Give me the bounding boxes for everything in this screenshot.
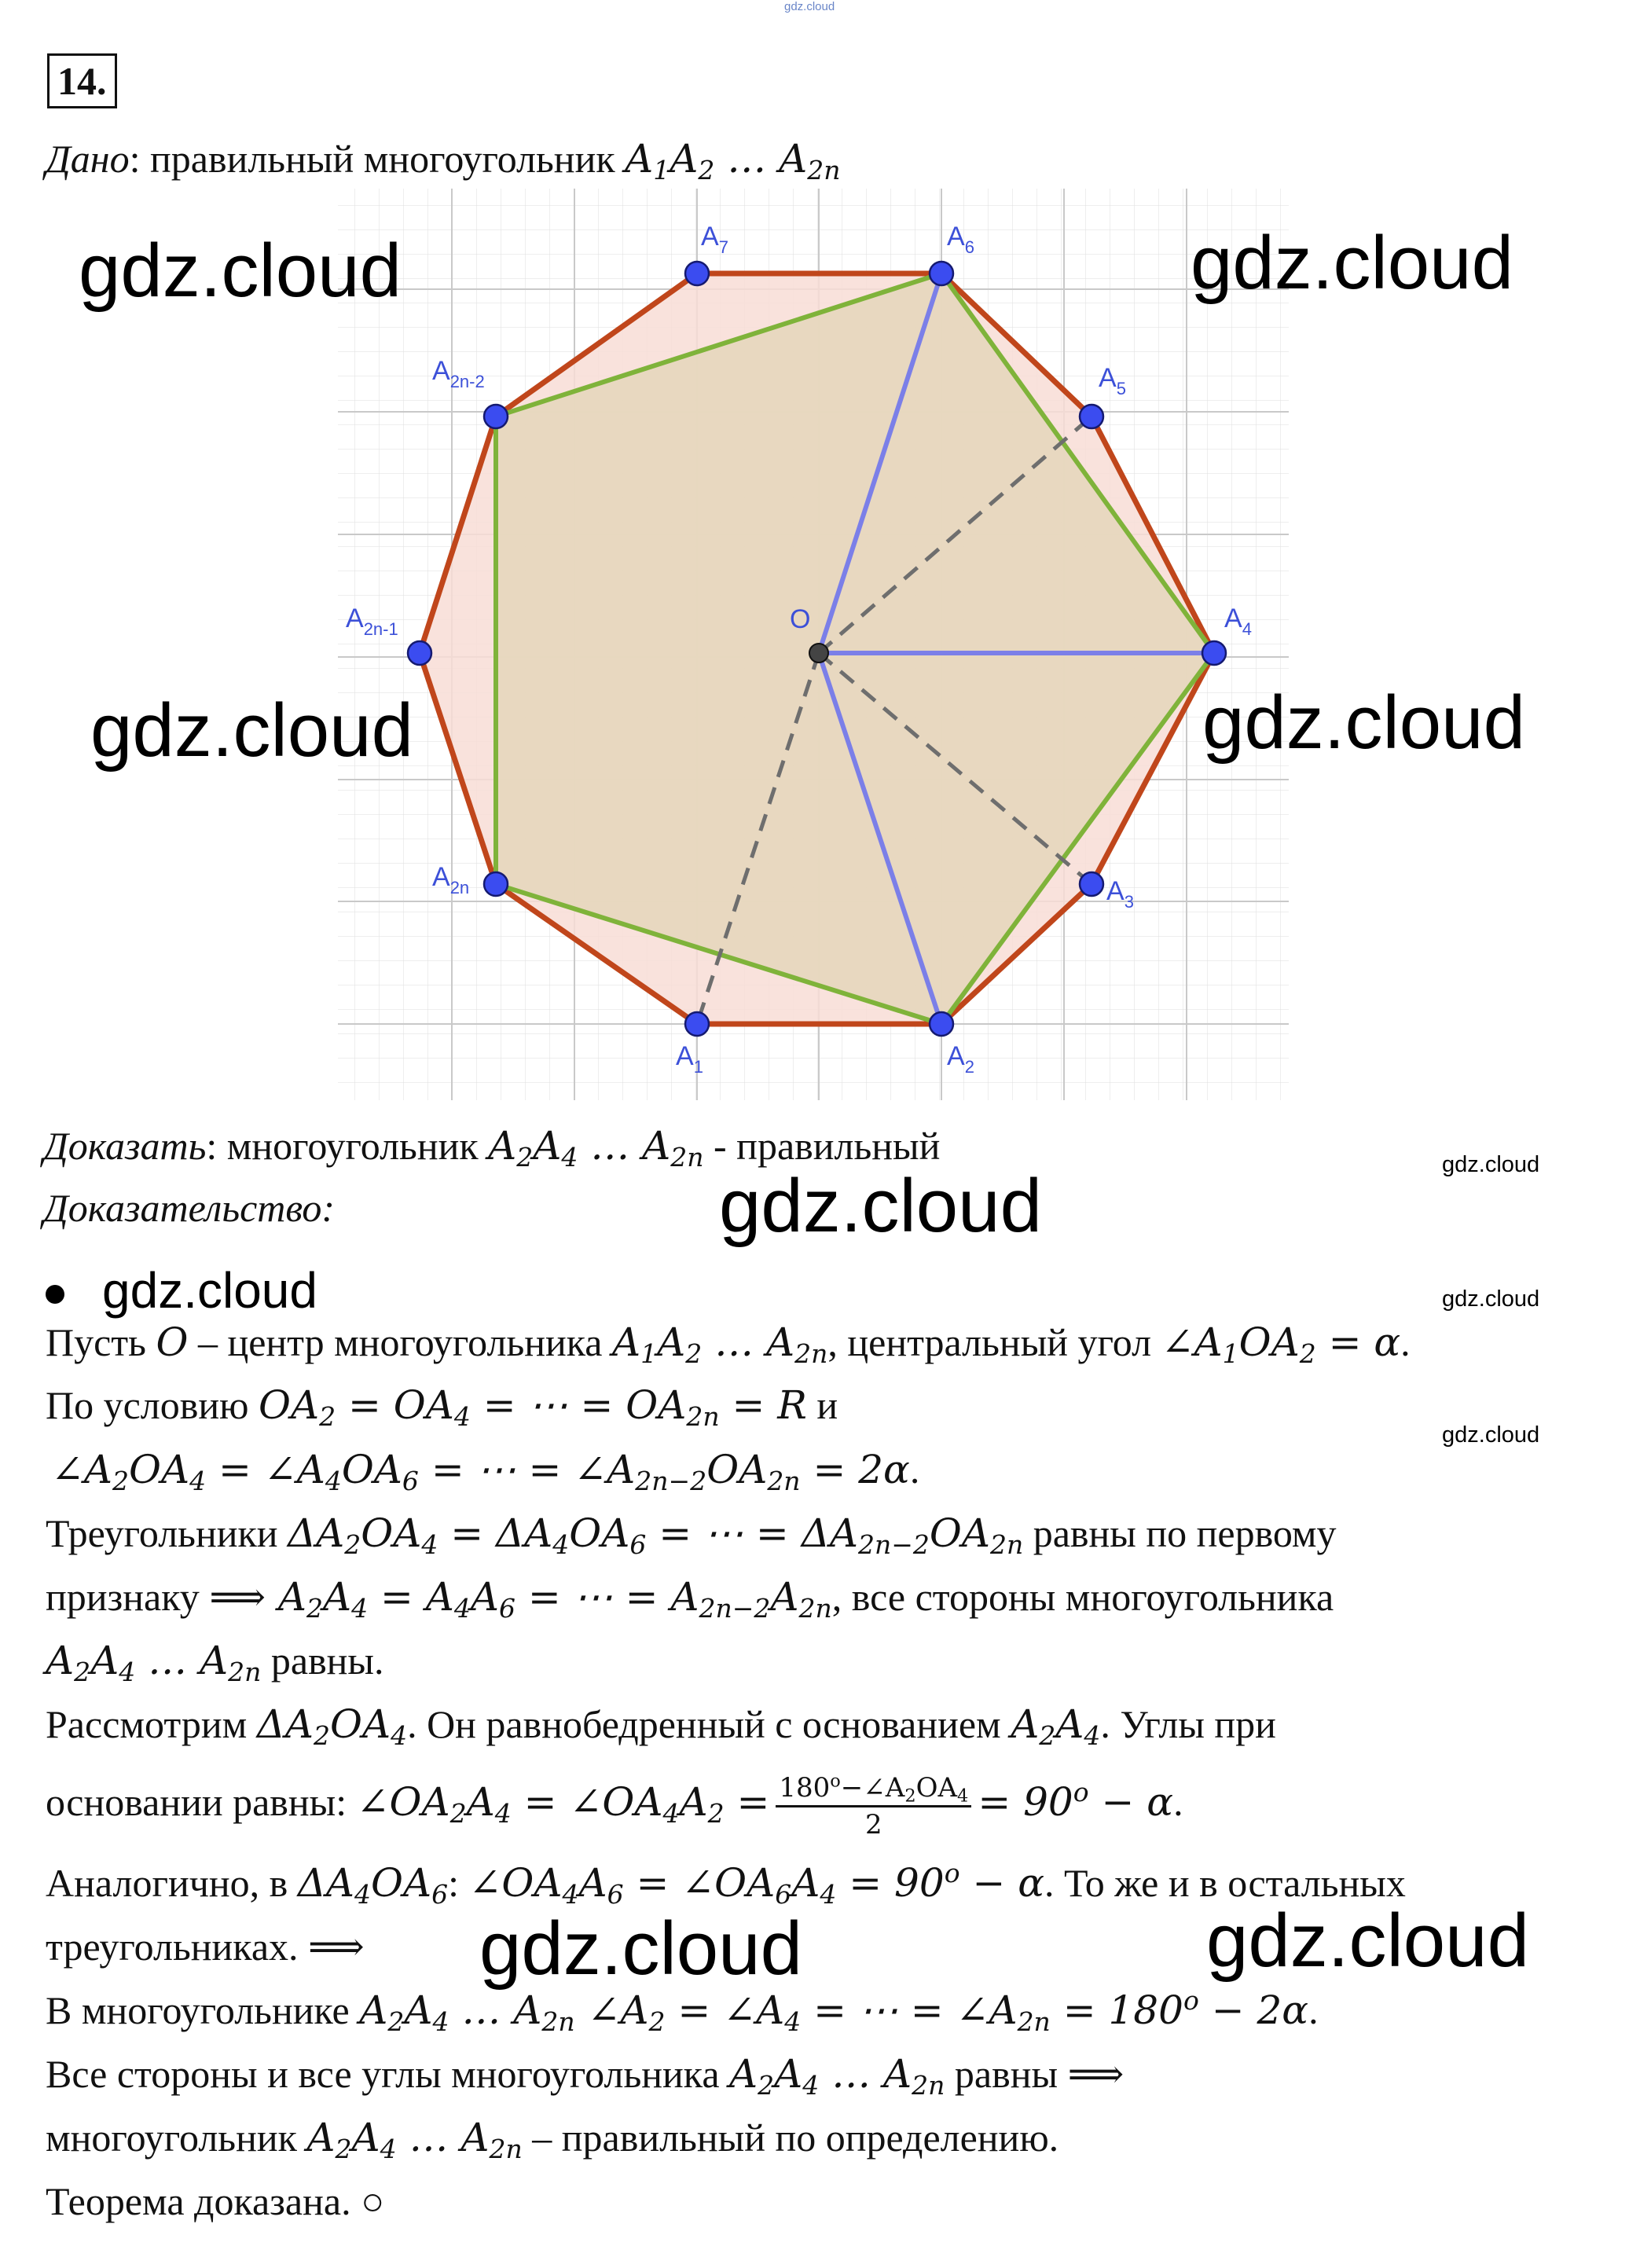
watermark-small: gdz.cloud (1442, 1286, 1540, 1312)
proof-line-3: $\angle A_2OA_4$ = $\angle A_4OA_6$ = ⋯ = $\angle A_{2n-2}OA_{2n} = 2\alpha$. (51, 1447, 920, 1497)
watermark: gdz.cloud (1206, 1899, 1529, 1983)
label-a5: A (1099, 363, 1117, 393)
fraction: $\frac{180^o-\angle A_2OA_4}{2}$ (776, 1771, 971, 1842)
label-center: O (790, 604, 811, 634)
given-text: : правильный многоугольник (129, 137, 626, 181)
prove-line: Доказать: многоугольник $A_2A_4$ … $A_{2n}$ - правильный (43, 1123, 941, 1173)
prove-text: : многоугольник (206, 1124, 489, 1168)
prove-label: Доказать (43, 1124, 207, 1168)
svg-text:A5: $A_5$ (1099, 363, 1126, 398)
given-line (46, 135, 841, 186)
watermark: gdz.cloud (79, 229, 402, 313)
svg-text:A2n-2: $A_{2n-2}$ (432, 356, 485, 391)
svg-text:A1: $A_1$ (676, 1041, 703, 1077)
label-a6: A (947, 222, 965, 251)
polygon-figure (330, 181, 1297, 1116)
proof-line-10: треугольниках. ⟹ (46, 1924, 365, 1969)
proof-line-13: многоугольник $A_2A_4$ … $A_{2n}$ – правильный по определению. (46, 2115, 1059, 2165)
proof-line-14: Теорема доказана. ○ (46, 2179, 385, 2223)
label-a4: A (1224, 604, 1242, 633)
proof-line-7: Рассмотрим $\Delta A_2OA_4$. Он равнобедренный с основанием $A_2A_4$. Углы при (46, 1701, 1276, 1752)
proof-label: Доказательство: (43, 1186, 336, 1230)
label-a3: A (1106, 876, 1125, 906)
label-a2n: A (432, 862, 450, 892)
svg-text:A4: $A_4$ (1224, 604, 1252, 639)
proof-line-4: Треугольники $\Delta A_2OA_4 = \Delta A_4OA_6$ = ⋯ = $\Delta A_{2n-2}OA_{2n}$ равны по первому (46, 1510, 1337, 1561)
proof-line-5: признаку ⟹ $A_2A_4 = A_4A_6$ = ⋯ = $A_{2n-2}A_{2n}$, все стороны многоугольника (46, 1574, 1334, 1624)
watermark: gdz.cloud (1191, 221, 1513, 305)
watermark: gdz.cloud (719, 1164, 1042, 1248)
svg-text:A6: $A_6$ (947, 222, 974, 257)
label-a2: A (947, 1041, 965, 1071)
watermark-small: gdz.cloud (1442, 1422, 1540, 1448)
proof-line-2: По условию $OA_2 = OA_4$ = ⋯ = $OA_{2n} = R$ и (46, 1382, 838, 1433)
center-point (809, 644, 828, 662)
proof-line-6: $A_2A_4$ … $A_{2n}$ равны. (46, 1638, 384, 1688)
watermark-small: gdz.cloud (1442, 1152, 1540, 1177)
proof-line-12: Все стороны и все углы многоугольника $A_2A_4$ … $A_{2n}$ равны ⟹ (46, 2051, 1125, 2101)
given-formula: $A_1A_2$ … $A_{2n}$ (625, 136, 841, 186)
proof-line-8: основании равны: $\angle OA_2A_4$ = $\angle OA_4A_2$ = $\frac{180^o-\angle A_2OA_4}{2}$ = $90^o - \alpha$. (46, 1771, 1183, 1841)
watermark: gdz.cloud (479, 1907, 802, 1991)
label-a2n-2: A (432, 356, 450, 386)
svg-text:A2n-1: $A_{2n-1}$ (346, 604, 398, 639)
given-label: Дано (46, 137, 130, 181)
watermark-bullet: gdz.cloud (46, 1261, 317, 1319)
problem-number: 14. (47, 53, 117, 108)
proof-line-1: Пусть O – центр многоугольника $A_1A_2$ … $A_{2n}$, центральный угол $\angle A_1OA_2 = \alpha$. (46, 1319, 1411, 1370)
top-watermark: gdz.cloud (784, 0, 835, 13)
label-a2n-1: A (346, 604, 364, 633)
svg-text:A2: $A_2$ (947, 1041, 974, 1077)
proof-line-9: Аналогично, в $\Delta A_4OA_6$: $\angle OA_4A_6$ = $\angle OA_6A_4 = 90^o - \alpha$. То же и в остальных (46, 1857, 1406, 1910)
svg-text:A2n: $A_{2n}$ (432, 862, 470, 897)
label-a7: A (701, 222, 719, 251)
label-a1: A (676, 1041, 694, 1071)
bullet-icon (46, 1285, 64, 1304)
watermark: gdz.cloud (90, 688, 413, 773)
watermark: gdz.cloud (1202, 681, 1525, 765)
svg-text:A3: $A_3$ (1106, 876, 1134, 912)
proof-line-11: В многоугольнике $A_2A_4$ … $A_{2n}$ $\angle A_2$ = $\angle A_4$ = ⋯ = $\angle A_{2n} = 180^o - 2\alpha$. (46, 1984, 1319, 2038)
svg-text:A7: $A_7$ (701, 222, 728, 257)
prove-text-end: - правильный (703, 1124, 941, 1168)
